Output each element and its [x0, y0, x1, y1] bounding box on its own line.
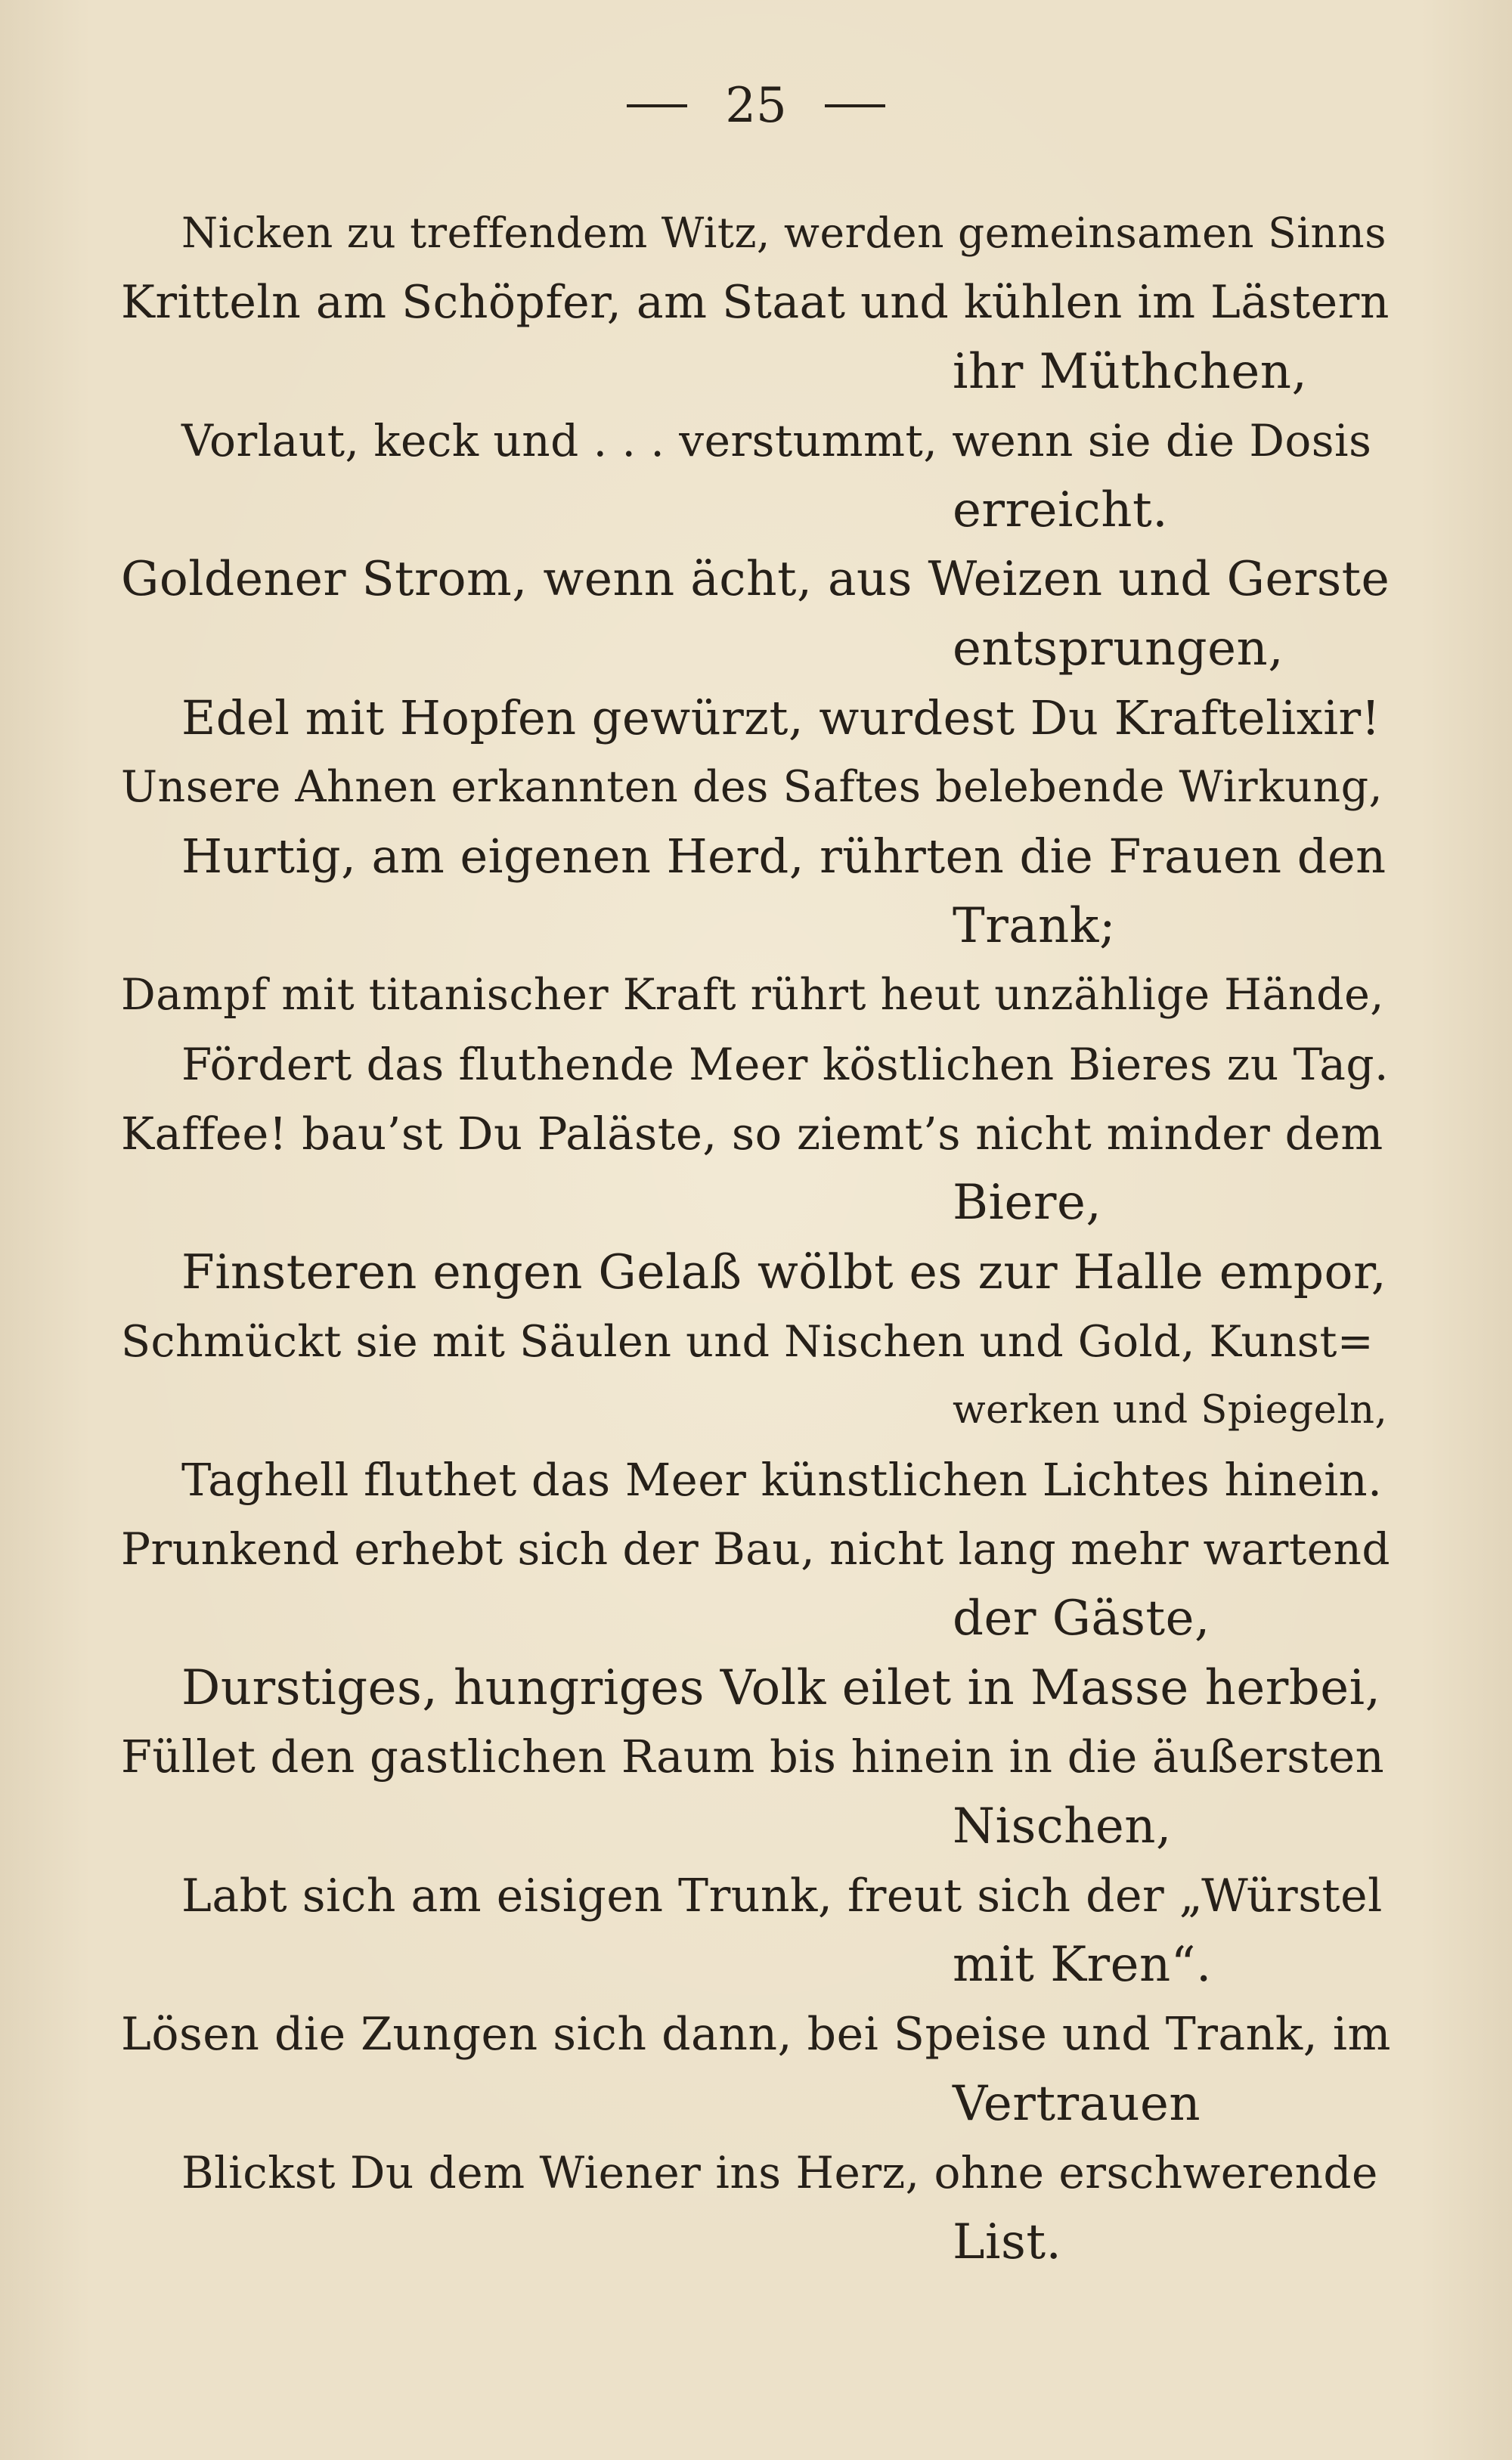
- poem-line: erreicht.: [953, 482, 1169, 538]
- poem-line: werken und Spiegeln,: [953, 1388, 1388, 1433]
- poem-line: Unsere Ahnen erkannten des Saftes belebende Wirkung,: [121, 762, 1383, 812]
- poem-line: Dampf mit titanischer Kraft rührt heut unzählige Hände,: [121, 970, 1384, 1020]
- poem-line: Durstiges, hungriges Volk eilet in Masse herbei,: [181, 1660, 1381, 1716]
- poem-line: ihr Müthchen,: [953, 344, 1308, 400]
- right-dash: [825, 104, 885, 107]
- poem-line: Kritteln am Schöpfer, am Staat und kühlen im Lästern: [121, 276, 1390, 329]
- page-number: 25: [725, 78, 787, 134]
- poem-line: Hurtig, am eigenen Herd, rührten die Frauen den: [181, 829, 1387, 884]
- page-header: [0, 76, 1512, 136]
- poem-line: mit Kren“.: [953, 1937, 1212, 1993]
- poem-line: Taghell fluthet das Meer künstlichen Lichtes hinein.: [181, 1454, 1383, 1506]
- poem-line: Biere,: [953, 1175, 1102, 1231]
- poem-line: Goldener Strom, wenn ächt, aus Weizen und Gerste: [121, 551, 1390, 606]
- poem-line: Trank;: [953, 898, 1116, 954]
- poem-line: Nicken zu treffendem Witz, werden gemeinsamen Sinns: [181, 209, 1387, 257]
- poem-line: Labt sich am eisigen Trunk, freut sich der „Würstel: [181, 1870, 1383, 1922]
- poem-line: entsprungen,: [953, 621, 1284, 677]
- poem-line: Kaffee! bau’st Du Paläste, so ziemt’s nicht minder dem: [121, 1108, 1383, 1160]
- poem-line: Finsteren engen Gelaß wölbt es zur Halle empor,: [181, 1244, 1387, 1300]
- poem-line: Füllet den gastlichen Raum bis hinein in die äußersten: [121, 1730, 1385, 1783]
- poem-line: der Gäste,: [953, 1591, 1210, 1647]
- poem-line: Edel mit Hopfen gewürzt, wurdest Du Kraftelixir!: [181, 690, 1381, 745]
- poem-line: Lösen die Zungen sich dann, bei Speise und Trank, im: [121, 2008, 1391, 2061]
- poem-line: Nischen,: [953, 1799, 1172, 1854]
- poem-line: Blickst Du dem Wiener ins Herz, ohne erschwerende: [181, 2147, 1378, 2198]
- poem-line: Prunkend erhebt sich der Bau, nicht lang mehr wartend: [121, 1523, 1391, 1575]
- poem-line: Fördert das fluthende Meer köstlichen Bieres zu Tag.: [181, 1039, 1389, 1090]
- poem-line: Vertrauen: [953, 2076, 1201, 2132]
- poem-line: Schmückt sie mit Säulen und Nischen und Gold, Kunst=: [121, 1317, 1374, 1367]
- left-dash: [627, 104, 687, 107]
- poem-line: List.: [953, 2214, 1062, 2270]
- poem-line: Vorlaut, keck und . . . verstummt, wenn sie die Dosis: [181, 415, 1372, 466]
